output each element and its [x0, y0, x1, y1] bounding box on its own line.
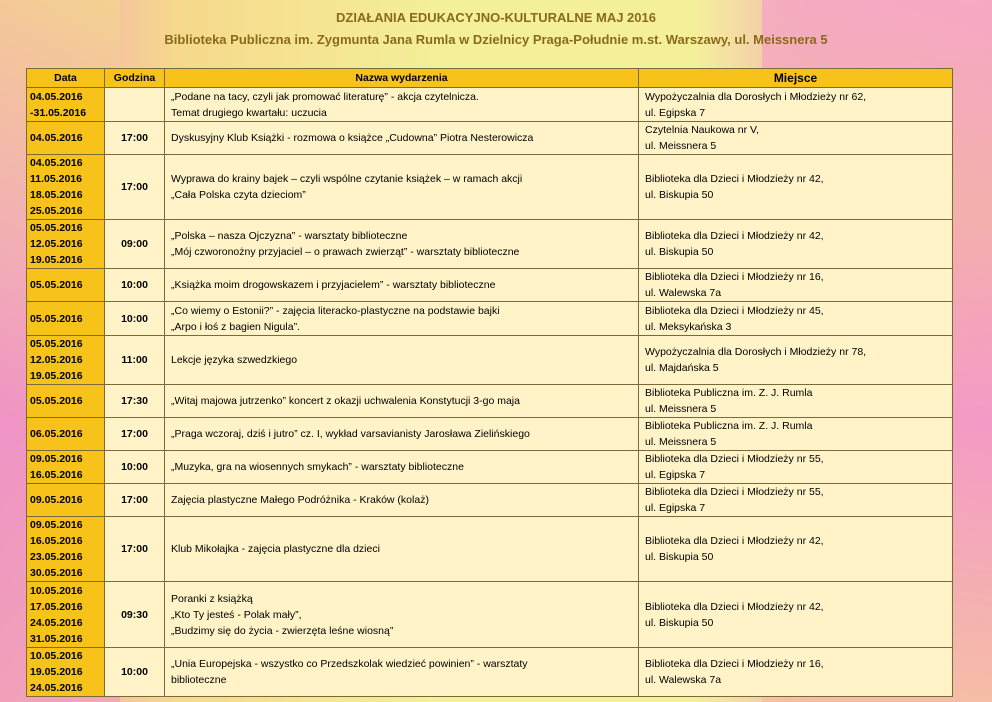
event-time: 17:30 — [105, 385, 165, 418]
event-time: 10:00 — [105, 648, 165, 697]
table-row — [27, 155, 953, 220]
event-place-line: Wypożyczalnia dla Dorosłych i Młodzieży nr 62, — [645, 90, 867, 103]
event-place-line: ul. Biskupia 50 — [645, 189, 714, 201]
event-name-line: „Polska – nasza Ojczyzna” - warsztaty biblioteczne — [171, 230, 408, 242]
event-name-line: „Cała Polska czyta dzieciom” — [171, 189, 306, 201]
event-place-line: Wypożyczalnia dla Dorosłych i Młodzieży nr 78, — [645, 346, 867, 358]
event-time: 09:30 — [105, 582, 165, 648]
event-place-line: ul. Meissnera 5 — [645, 140, 717, 152]
event-date-line: 18.05.2016 — [30, 189, 83, 201]
event-date — [27, 484, 105, 517]
event-place-line: Biblioteka dla Dzieci i Młodzieży nr 45, — [645, 304, 824, 317]
event-date-line: 04.05.2016 — [30, 157, 83, 169]
event-place-line: Biblioteka dla Dzieci i Młodzieży nr 16, — [645, 658, 824, 670]
event-place-line: ul. Walewska 7a — [645, 287, 722, 299]
event-place-line: ul. Meissnera 5 — [645, 436, 717, 448]
event-date-line: 05.05.2016 — [30, 338, 83, 350]
event-name-line: „Witaj majowa jutrzenko” koncert z okazji uchwalenia Konstytucji 3-go maja — [171, 395, 520, 407]
event-name — [165, 302, 639, 336]
event-date-line: 05.05.2016 — [30, 222, 83, 234]
event-date — [27, 269, 105, 302]
event-time: 17:00 — [105, 517, 165, 582]
event-place-line: ul. Meksykańska 3 — [645, 320, 732, 333]
page-title: DZIAŁANIA EDUKACYJNO-KULTURALNE MAJ 2016 — [336, 10, 656, 25]
event-date — [27, 302, 105, 336]
event-date — [27, 155, 105, 220]
event-date-line: 24.05.2016 — [30, 682, 83, 694]
event-date-line: 19.05.2016 — [30, 254, 83, 266]
table-row — [27, 648, 953, 697]
event-place — [639, 451, 953, 484]
event-place-line: ul. Meissnera 5 — [645, 403, 717, 415]
event-name-line: Zajęcia plastyczne Małego Podróżnika - Kraków (kolaż) — [171, 494, 429, 506]
event-date-line: 23.05.2016 — [30, 551, 83, 563]
event-name — [165, 451, 639, 484]
event-name-line: Wyprawa do krainy bajek – czyli wspólne czytanie książek – w ramach akcji — [171, 173, 523, 185]
event-name — [165, 220, 639, 269]
event-name-line: „Praga wczoraj, dziś i jutro” cz. I, wykład varsavianisty Jarosława Zielińskiego — [171, 428, 530, 440]
event-place-line: ul. Egipska 7 — [645, 469, 706, 481]
event-place — [639, 220, 953, 269]
table-row — [27, 302, 953, 336]
event-name-line: biblioteczne — [171, 674, 227, 686]
table-row — [27, 88, 953, 122]
event-date — [27, 451, 105, 484]
event-place — [639, 88, 953, 122]
event-date-line: 12.05.2016 — [30, 354, 83, 366]
event-time: 17:00 — [105, 155, 165, 220]
event-time: 17:00 — [105, 418, 165, 451]
event-name-line: „Co wiemy o Estonii?” - zajęcia literacko-plastyczne na podstawie bajki — [171, 304, 500, 317]
event-time: 11:00 — [105, 336, 165, 385]
event-date-line: 10.05.2016 — [30, 584, 83, 597]
event-date — [27, 517, 105, 582]
event-place-line: Biblioteka Publiczna im. Z. J. Rumla — [645, 387, 813, 399]
event-place — [639, 269, 953, 302]
table-row — [27, 269, 953, 302]
event-place — [639, 122, 953, 155]
event-name — [165, 385, 639, 418]
event-place-line: ul. Biskupia 50 — [645, 246, 714, 258]
event-place — [639, 517, 953, 582]
event-name-line: „Arpo i łoś z bagien Nigula”. — [171, 320, 300, 333]
event-place-line: Czytelnia Naukowa nr V, — [645, 124, 760, 136]
event-name — [165, 648, 639, 697]
table-row — [27, 517, 953, 582]
event-date-line: 31.05.2016 — [30, 632, 83, 645]
event-name — [165, 88, 639, 122]
event-place-line: ul. Biskupia 50 — [645, 616, 714, 629]
event-date — [27, 582, 105, 648]
event-date-line: 16.05.2016 — [30, 535, 83, 547]
column-header-name: Nazwa wydarzenia — [165, 69, 639, 88]
event-name — [165, 517, 639, 582]
page-subtitle: Biblioteka Publiczna im. Zygmunta Jana Rumla w Dzielnicy Praga-Południe m.st. Warszawy, ul. Meissnera 5 — [164, 32, 828, 47]
table-row — [27, 220, 953, 269]
event-date-line: 19.05.2016 — [30, 666, 83, 678]
event-date — [27, 336, 105, 385]
event-date — [27, 88, 105, 122]
event-date-line: 30.05.2016 — [30, 567, 83, 579]
events-table — [26, 68, 953, 697]
event-date-line: 25.05.2016 — [30, 205, 83, 217]
event-date-line: 06.05.2016 — [30, 428, 83, 440]
table-row — [27, 336, 953, 385]
table-row — [27, 122, 953, 155]
event-date-line: 12.05.2016 — [30, 238, 83, 250]
event-date-line: 24.05.2016 — [30, 616, 83, 629]
event-date-line: 04.05.2016 — [30, 132, 83, 144]
event-name-line: Poranki z książką — [171, 592, 253, 605]
event-name-line: „Unia Europejska - wszystko co Przedszkolak wiedzieć powinien” - warsztaty — [171, 658, 528, 670]
event-date-line: 09.05.2016 — [30, 519, 83, 531]
event-date-line: 05.05.2016 — [30, 279, 83, 291]
table-row — [27, 385, 953, 418]
event-name-line: „Mój czworonożny przyjaciel – o prawach zwierząt” - warsztaty biblioteczne — [171, 246, 520, 258]
event-place — [639, 582, 953, 648]
event-name-line: „Muzyka, gra na wiosennych smykach” - warsztaty biblioteczne — [171, 461, 464, 473]
event-date — [27, 418, 105, 451]
event-date-line: 10.05.2016 — [30, 650, 83, 662]
event-name-line: Lekcje języka szwedzkiego — [171, 354, 298, 366]
event-name — [165, 269, 639, 302]
event-place-line: Biblioteka dla Dzieci i Młodzieży nr 42, — [645, 230, 824, 242]
event-place-line: Biblioteka Publiczna im. Z. J. Rumla — [645, 420, 813, 432]
event-date — [27, 220, 105, 269]
event-place — [639, 648, 953, 697]
event-place-line: Biblioteka dla Dzieci i Młodzieży nr 16, — [645, 271, 824, 283]
event-place-line: ul. Egipska 7 — [645, 502, 706, 514]
event-name-line: „Podane na tacy, czyli jak promować literaturę” - akcja czytelnicza. — [171, 90, 479, 103]
page-header — [0, 8, 992, 50]
event-date-line: 09.05.2016 — [30, 453, 83, 465]
event-date-line: 16.05.2016 — [30, 469, 83, 481]
event-date — [27, 648, 105, 697]
event-name-line: Dyskusyjny Klub Książki - rozmowa o książce „Cudowna” Piotra Nesterowicza — [171, 132, 534, 144]
event-place-line: ul. Egipska 7 — [645, 106, 706, 119]
table-row — [27, 484, 953, 517]
table-row — [27, 582, 953, 648]
event-date-line: 05.05.2016 — [30, 312, 83, 325]
event-place — [639, 336, 953, 385]
event-name-line: „Budzimy się do życia - zwierzęta leśne wiosną” — [171, 624, 394, 637]
table-row — [27, 418, 953, 451]
event-time: 10:00 — [105, 451, 165, 484]
event-date-line: 05.05.2016 — [30, 395, 83, 407]
table-header-row — [27, 69, 953, 88]
event-date-line: 19.05.2016 — [30, 370, 83, 382]
event-date-line: 04.05.2016 — [30, 90, 83, 103]
event-place-line: ul. Majdańska 5 — [645, 362, 719, 374]
event-place — [639, 418, 953, 451]
event-place — [639, 302, 953, 336]
event-place — [639, 155, 953, 220]
event-name — [165, 418, 639, 451]
table-row — [27, 451, 953, 484]
event-date — [27, 385, 105, 418]
event-name — [165, 122, 639, 155]
event-time: 17:00 — [105, 484, 165, 517]
event-date-line: 11.05.2016 — [30, 173, 82, 185]
event-place-line: Biblioteka dla Dzieci i Młodzieży nr 55, — [645, 486, 824, 498]
event-name — [165, 484, 639, 517]
event-place — [639, 484, 953, 517]
event-time: 17:00 — [105, 122, 165, 155]
event-place-line: Biblioteka dla Dzieci i Młodzieży nr 42, — [645, 535, 824, 547]
event-place-line: ul. Walewska 7a — [645, 674, 722, 686]
event-name-line: „Książka moim drogowskazem i przyjacielem” - warsztaty biblioteczne — [171, 279, 496, 291]
event-time: 10:00 — [105, 302, 165, 336]
event-name — [165, 155, 639, 220]
event-name-line: Klub Mikołajka - zajęcia plastyczne dla dzieci — [171, 543, 380, 555]
event-place — [639, 385, 953, 418]
event-date-line: 17.05.2016 — [30, 600, 83, 613]
event-place-line: Biblioteka dla Dzieci i Młodzieży nr 42, — [645, 600, 824, 613]
event-place-line: Biblioteka dla Dzieci i Młodzieży nr 55, — [645, 453, 824, 465]
event-name — [165, 582, 639, 648]
event-name-line: Temat drugiego kwartału: uczucia — [171, 106, 327, 119]
event-place-line: Biblioteka dla Dzieci i Młodzieży nr 42, — [645, 173, 824, 185]
column-header-place: Miejsce — [639, 69, 953, 88]
table-body — [27, 88, 953, 697]
event-time — [105, 88, 165, 122]
event-time: 10:00 — [105, 269, 165, 302]
event-name-line: „Kto Ty jesteś - Polak mały”, — [171, 608, 302, 621]
event-time: 09:00 — [105, 220, 165, 269]
column-header-time: Godzina — [105, 69, 165, 88]
event-date — [27, 122, 105, 155]
column-header-date: Data — [27, 69, 105, 88]
event-date-line: -31.05.2016 — [30, 106, 87, 119]
event-date-line: 09.05.2016 — [30, 494, 83, 506]
event-name — [165, 336, 639, 385]
event-place-line: ul. Biskupia 50 — [645, 551, 714, 563]
